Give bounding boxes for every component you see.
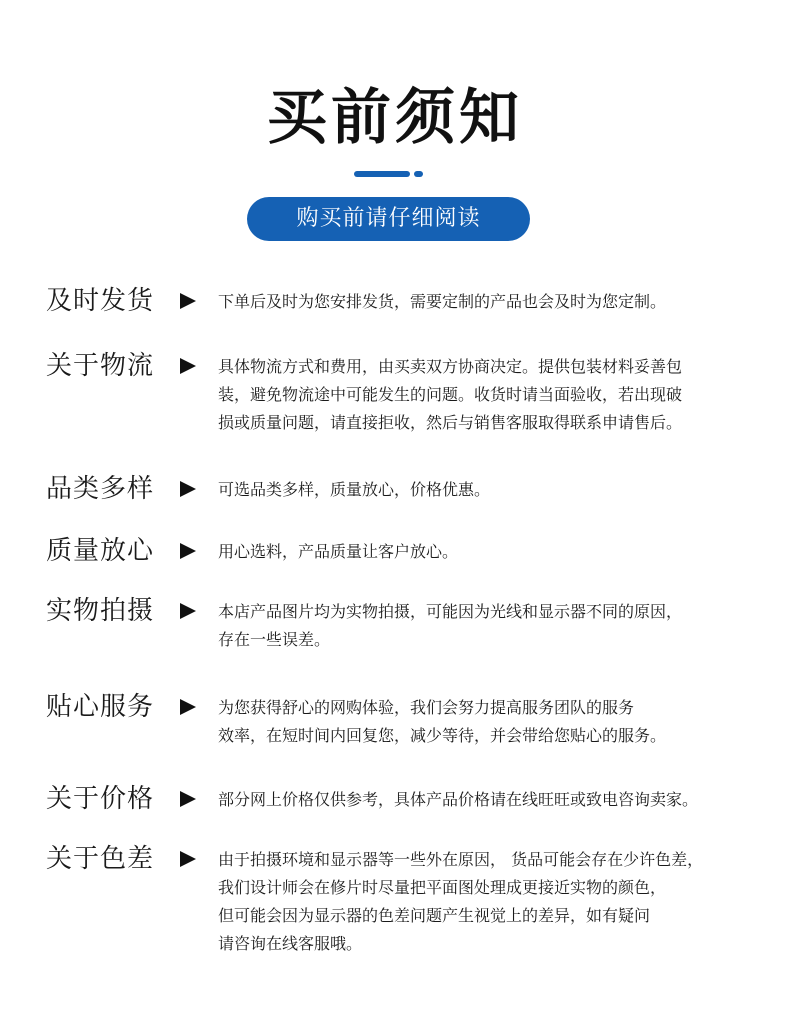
subtitle-badge: 购买前请仔细阅读 — [247, 197, 530, 241]
arrow-right-icon — [180, 851, 196, 867]
description-line: 用心选料，产品质量让客户放心。 — [218, 542, 459, 561]
notice-label: 关于色差 — [46, 844, 155, 874]
title-underline-dot — [414, 171, 423, 177]
notice-description — [218, 476, 763, 504]
description-line: 效率，在短时间内回复您，减少等待，并会带给您贴心的服务。 — [218, 726, 667, 745]
description-line: 由于拍摄环境和显示器等一些外在原因， 货品可能会存在少许色差， — [218, 850, 704, 869]
notice-label: 实物拍摄 — [46, 596, 155, 626]
notice-label: 关于价格 — [46, 784, 155, 814]
description-line: 装，避免物流途中可能发生的问题。收货时请当面验收，若出现破 — [218, 385, 683, 404]
notice-description — [218, 288, 763, 316]
description-line: 为您获得舒心的网购体验，我们会努力提高服务团队的服务 — [218, 698, 635, 717]
notice-description — [218, 598, 763, 654]
description-line: 存在一些误差。 — [218, 630, 331, 649]
description-line: 我们设计师会在修片时尽量把平面图处理成更接近实物的颜色， — [218, 878, 667, 897]
notice-description — [218, 786, 763, 814]
description-line: 可选品类多样，质量放心，价格优惠。 — [218, 480, 491, 499]
arrow-right-icon — [180, 543, 196, 559]
description-line: 但可能会因为显示器的色差问题产生视觉上的差异，如有疑问 — [218, 906, 651, 925]
arrow-right-icon — [180, 791, 196, 807]
page-title: 买前须知 — [267, 83, 523, 153]
arrow-right-icon — [180, 358, 196, 374]
notice-description — [218, 694, 763, 750]
description-line: 下单后及时为您安排发货，需要定制的产品也会及时为您定制。 — [218, 292, 667, 311]
description-line: 损或质量问题，请直接拒收，然后与销售客服取得联系申请售后。 — [218, 413, 683, 432]
notice-description — [218, 846, 763, 958]
arrow-right-icon — [180, 699, 196, 715]
description-line: 部分网上价格仅供参考，具体产品价格请在线旺旺或致电咨询卖家。 — [218, 790, 699, 809]
notice-label: 关于物流 — [46, 351, 155, 381]
description-line: 具体物流方式和费用，由买卖双方协商决定。提供包装材料妥善包 — [218, 357, 683, 376]
notice-label: 及时发货 — [46, 286, 155, 316]
title-underline — [354, 171, 410, 177]
arrow-right-icon — [180, 293, 196, 309]
notice-description — [218, 538, 763, 566]
description-line: 本店产品图片均为实物拍摄，可能因为光线和显示器不同的原因， — [218, 602, 683, 621]
notice-label: 贴心服务 — [46, 692, 155, 722]
notice-description — [218, 353, 763, 437]
notice-label: 品类多样 — [46, 474, 155, 504]
notice-label: 质量放心 — [46, 536, 155, 566]
arrow-right-icon — [180, 603, 196, 619]
arrow-right-icon — [180, 481, 196, 497]
description-line: 请咨询在线客服哦。 — [218, 934, 363, 953]
